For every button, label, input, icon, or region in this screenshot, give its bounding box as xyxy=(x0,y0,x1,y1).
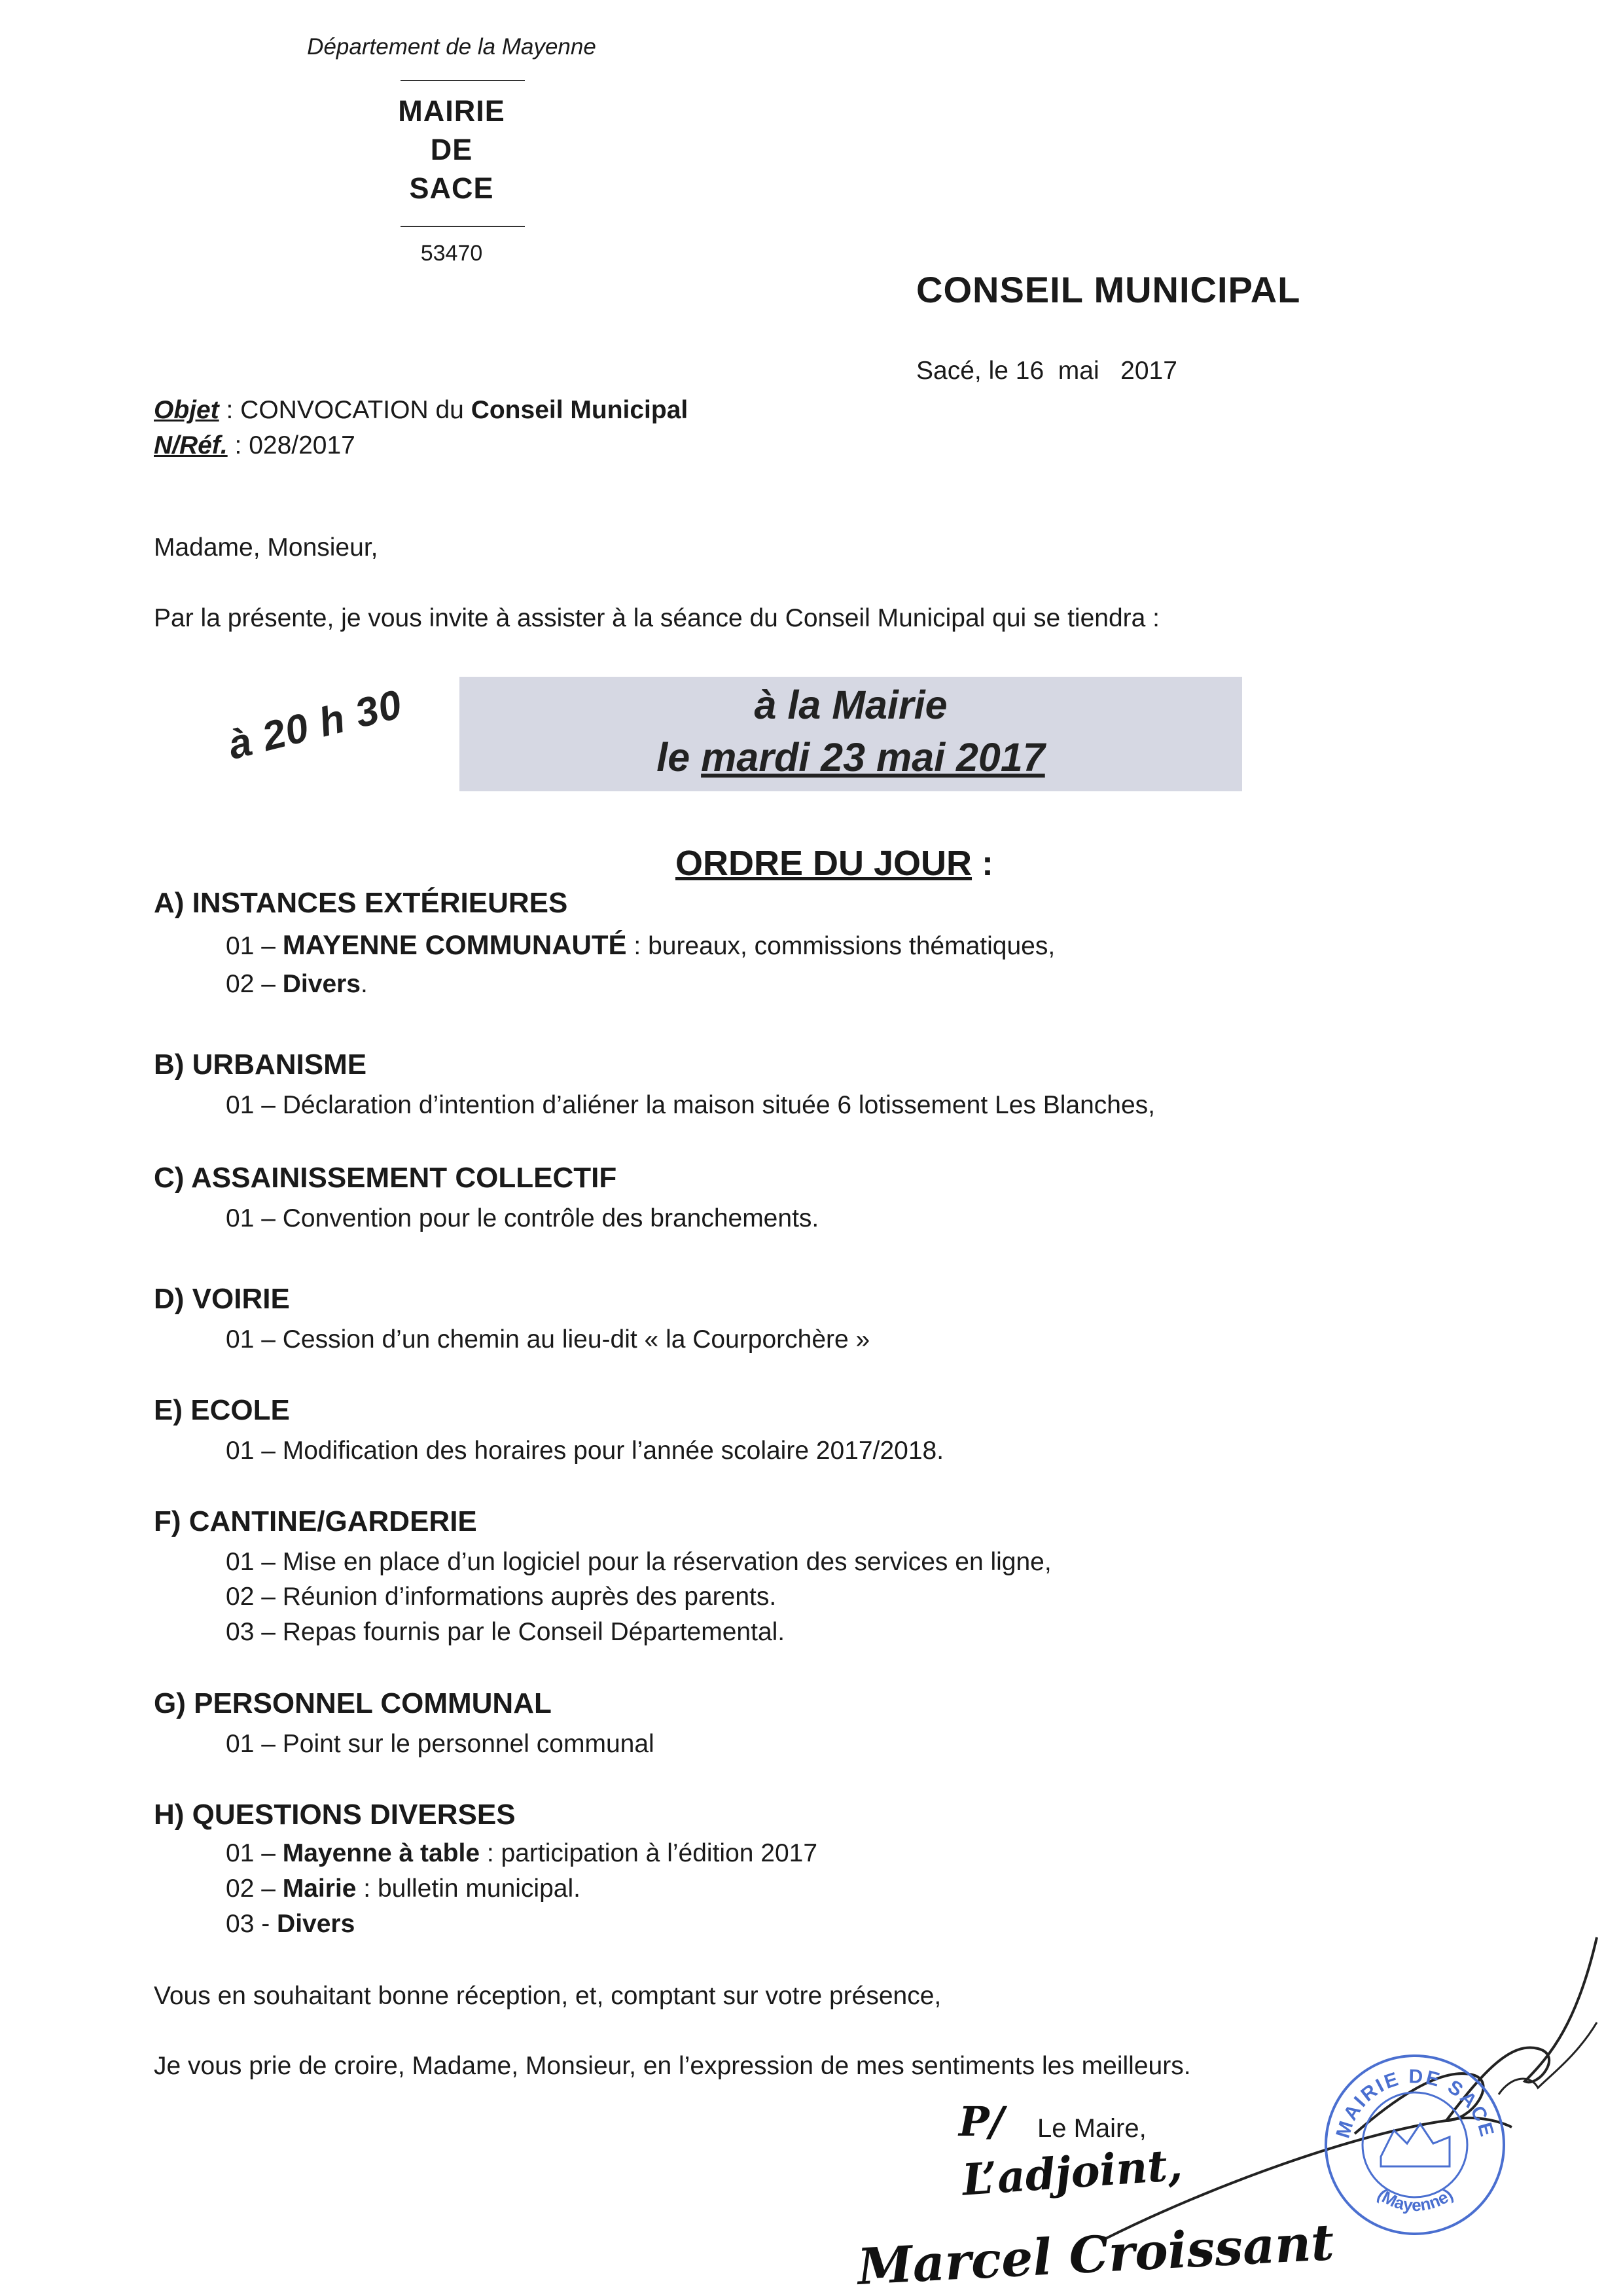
item-bold: Divers xyxy=(277,1910,355,1938)
postal-code: 53470 xyxy=(420,241,483,266)
salutation: Madame, Monsieur, xyxy=(154,533,378,562)
subject-label: Objet xyxy=(154,396,219,424)
handwritten-adjoint: L’adjoint, xyxy=(960,2139,1185,2206)
section-c-title: C) ASSAINISSEMENT COLLECTIF xyxy=(154,1162,617,1194)
mairie-line-3: SACE xyxy=(409,171,494,205)
seal-bottom-text: (Mayenne) xyxy=(1374,2184,1457,2215)
date-line: Sacé, le 16 mai 2017 xyxy=(916,357,1177,385)
subject-line xyxy=(154,393,688,428)
mairie-name xyxy=(366,92,537,207)
item-text: . xyxy=(361,970,368,998)
meeting-date-underlined: mardi 23 mai 2017 xyxy=(701,735,1045,780)
closing-line-2: Je vous prie de croire, Madame, Monsieur, en l’expression de mes sentiments les meilleurs. xyxy=(154,2052,1191,2080)
section-b-title: B) URBANISME xyxy=(154,1049,367,1081)
section-h-item-2 xyxy=(226,1874,580,1903)
intro-paragraph: Par la présente, je vous invite à assister à la séance du Conseil Municipal qui se tiendra : xyxy=(154,604,1160,632)
meeting-box xyxy=(459,677,1242,791)
section-h-item-1 xyxy=(226,1839,817,1868)
section-a-item-1 xyxy=(226,929,1055,961)
section-e-item-1: 01 – Modification des horaires pour l’année scolaire 2017/2018. xyxy=(226,1437,944,1465)
document-title: CONSEIL MUNICIPAL xyxy=(916,269,1301,310)
mairie-line-2: DE xyxy=(430,133,473,166)
section-a-title: A) INSTANCES EXTÉRIEURES xyxy=(154,887,568,919)
section-f-title: F) CANTINE/GARDERIE xyxy=(154,1505,477,1537)
svg-text:(Mayenne) xyxy=(1374,2185,1456,2215)
item-text: : bureaux, commissions thématiques, xyxy=(626,932,1056,960)
handwritten-pour: P/ xyxy=(959,2098,1005,2145)
section-g-item-1: 01 – Point sur le personnel communal xyxy=(226,1730,654,1758)
item-bold: Mayenne à table xyxy=(282,1839,480,1867)
section-g-title: G) PERSONNEL COMMUNAL xyxy=(154,1687,552,1719)
department-heading: Département de la Mayenne xyxy=(307,34,596,60)
header-divider-top xyxy=(401,80,525,81)
section-e-title: E) ECOLE xyxy=(154,1394,290,1426)
item-bold: MAYENNE COMMUNAUTÉ xyxy=(282,929,627,960)
item-number: 02 – xyxy=(226,970,283,998)
seal-top-text: MAIRIE DE SACE xyxy=(1332,2066,1499,2141)
section-b-item-1: 01 – Déclaration d’intention d’aliéner la maison située 6 lotissement Les Blanches, xyxy=(226,1091,1155,1119)
agenda-title-colon: : xyxy=(972,844,994,883)
item-number: 02 – xyxy=(226,1874,283,1903)
item-number: 01 – xyxy=(226,1839,283,1867)
signature-role: Le Maire, xyxy=(1037,2114,1147,2143)
item-bold: Divers xyxy=(282,970,361,998)
meeting-date-prefix: le xyxy=(656,735,702,780)
item-bold: Mairie xyxy=(282,1874,357,1903)
section-d-title: D) VOIRIE xyxy=(154,1283,290,1315)
time-stamp: à 20 h 30 xyxy=(223,681,407,768)
reference-value: : 028/2017 xyxy=(227,431,355,459)
meeting-date xyxy=(459,734,1242,780)
agenda-title xyxy=(675,843,993,884)
item-number: 01 – xyxy=(226,932,283,960)
handwritten-name: Marcel Croissant xyxy=(856,2212,1336,2296)
section-f-item-2: 02 – Réunion d’informations auprès des parents. xyxy=(226,1583,777,1611)
section-f-item-3: 03 – Repas fournis par le Conseil Départemental. xyxy=(226,1618,785,1646)
subject-block xyxy=(154,393,688,463)
item-text: : participation à l’édition 2017 xyxy=(480,1839,818,1867)
header-divider-bottom xyxy=(401,226,525,227)
reference-label: N/Réf. xyxy=(154,431,228,459)
section-f-item-1: 01 – Mise en place d’un logiciel pour la réservation des services en ligne, xyxy=(226,1548,1052,1576)
section-h-item-3 xyxy=(226,1910,355,1939)
item-number: 03 - xyxy=(226,1910,277,1938)
item-text: : bulletin municipal. xyxy=(356,1874,580,1903)
section-h-title: H) QUESTIONS DIVERSES xyxy=(154,1799,516,1831)
subject-bold: Conseil Municipal xyxy=(471,396,688,424)
section-c-item-1: 01 – Convention pour le contrôle des branchements. xyxy=(226,1204,819,1232)
official-seal xyxy=(1322,2052,1508,2238)
subject-text: : CONVOCATION du xyxy=(219,396,471,424)
section-d-item-1: 01 – Cession d’un chemin au lieu-dit « la Courporchère » xyxy=(226,1325,870,1354)
closing-line-1: Vous en souhaitant bonne réception, et, comptant sur votre présence, xyxy=(154,1982,942,2010)
mairie-line-1: MAIRIE xyxy=(398,94,505,128)
reference-line xyxy=(154,428,688,463)
section-a-item-2 xyxy=(226,970,368,999)
agenda-title-text: ORDRE DU JOUR xyxy=(675,844,972,883)
meeting-place: à la Mairie xyxy=(754,683,948,727)
